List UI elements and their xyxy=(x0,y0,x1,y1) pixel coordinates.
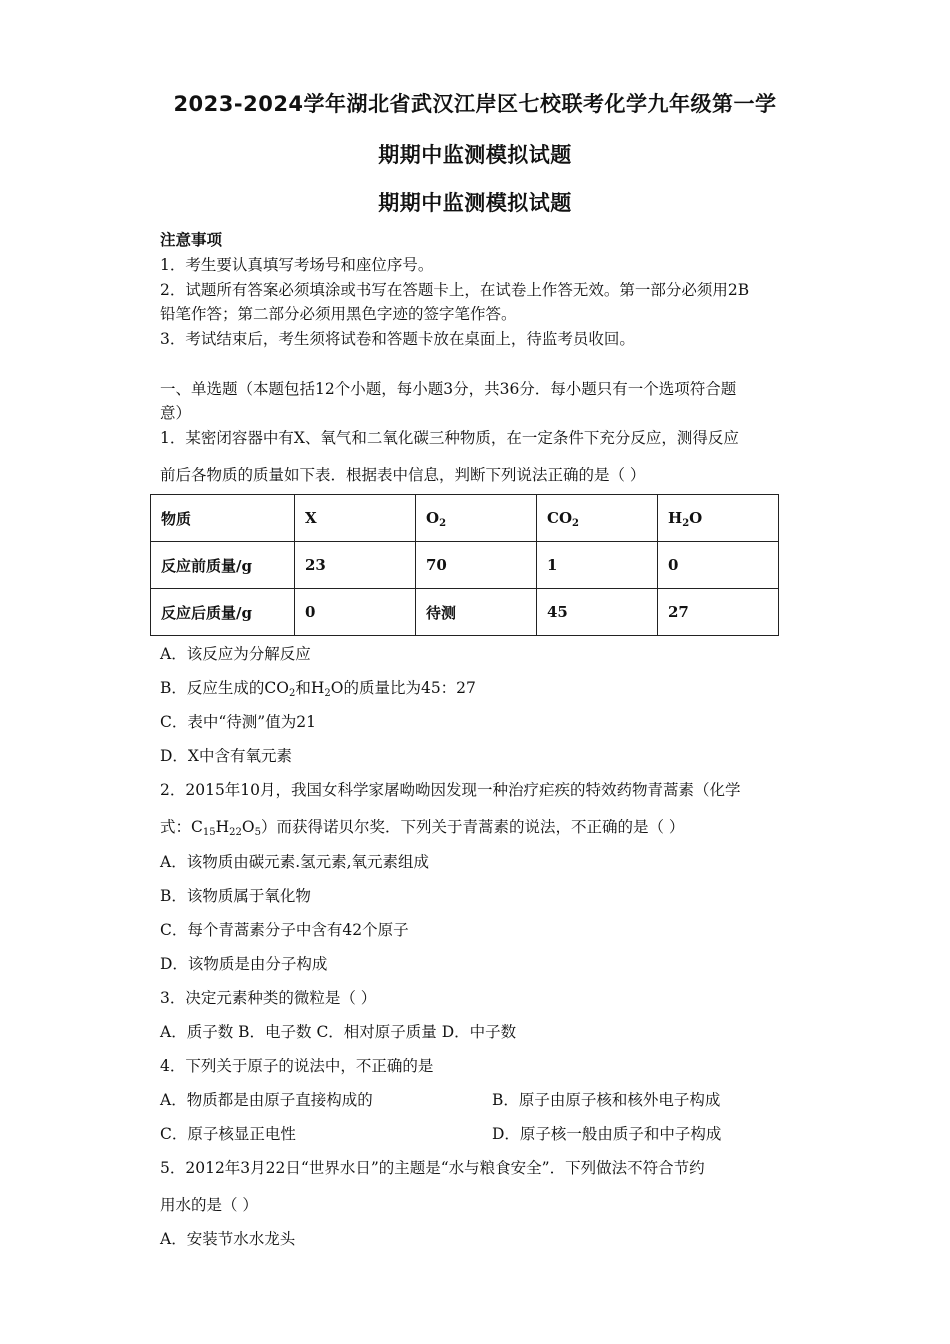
q2-option-b: B．该物质属于氧化物 xyxy=(160,887,311,905)
table-cell: X xyxy=(295,495,416,542)
table-cell: 70 xyxy=(416,542,537,589)
table-cell: 0 xyxy=(658,542,779,589)
q3-stem: 3．决定元素种类的微粒是（ ） xyxy=(160,989,377,1007)
table-cell: 0 xyxy=(295,589,416,636)
q1-option-a: A．该反应为分解反应 xyxy=(160,645,311,663)
notice-item-1: 1．考生要认真填写考场号和座位序号。 xyxy=(160,256,434,274)
table-row xyxy=(151,542,779,589)
q2-stem-2: 式：$C_{15}H_{22}O_5$）而获得诺贝尔奖．下列关于青蒿素的说法，不正确的是（ ） xyxy=(160,818,685,838)
q4-option-a: A．物质都是由原子直接构成的 xyxy=(160,1091,373,1109)
q1-option-d: D．X中含有氧元素 xyxy=(160,747,292,765)
q1-stem-1: 1．某密闭容器中有X、氧气和二氧化碳三种物质，在一定条件下充分反应，测得反应 xyxy=(160,429,739,447)
table-cell: 1 xyxy=(537,542,658,589)
notice-item-2-cont: 铅笔作答；第二部分必须用黑色字迹的签字笔作答。 xyxy=(160,305,517,323)
q1-option-b: B．反应生成的$CO_2$和$H_2O$的质量比为45：27 xyxy=(160,679,476,699)
section-heading-cont: 意） xyxy=(160,404,192,422)
table-cell: $CO_2$ xyxy=(537,495,658,542)
notice-item-3: 3．考试结束后，考生须将试卷和答题卡放在桌面上，待监考员收回。 xyxy=(160,330,635,348)
table-cell: 45 xyxy=(537,589,658,636)
table-header-row xyxy=(151,495,779,542)
notice-heading: 注意事项 xyxy=(160,230,223,249)
q2-option-c: C．每个青蒿素分子中含有42个原子 xyxy=(160,921,409,939)
q5-stem-2: 用水的是（ ） xyxy=(160,1196,258,1214)
section-heading: 一、单选题（本题包括12个小题，每小题3分，共36分．每小题只有一个选项符合题 xyxy=(160,380,737,398)
title-line-3: 期期中监测模拟试题 xyxy=(378,191,572,215)
q4-option-c: C．原子核显正电性 xyxy=(160,1125,296,1143)
table-cell: 反应后质量/g xyxy=(151,589,295,636)
table-cell: 23 xyxy=(295,542,416,589)
table-cell: 27 xyxy=(658,589,779,636)
q2-option-a: A．该物质由碳元素.氢元素,氧元素组成 xyxy=(160,853,430,871)
mass-table xyxy=(150,494,779,636)
q4-option-d: D．原子核一般由质子和中子构成 xyxy=(492,1125,722,1143)
q1-stem-2: 前后各物质的质量如下表．根据表中信息，判断下列说法正确的是（ ） xyxy=(160,466,646,484)
q5-stem-1: 5．2012年3月22日“世界水日”的主题是“水与粮食安全”．下列做法不符合节约 xyxy=(160,1159,705,1177)
table-cell: 待测 xyxy=(416,589,537,636)
title-line-2: 期期中监测模拟试题 xyxy=(378,143,572,167)
q5-option-a: A．安装节水水龙头 xyxy=(160,1230,296,1248)
table-cell: $H_2O$ xyxy=(658,495,779,542)
table-cell: $O_2$ xyxy=(416,495,537,542)
notice-item-2: 2．试题所有答案必须填涂或书写在答题卡上，在试卷上作答无效。第一部分必须用2B xyxy=(160,281,750,299)
q4-option-b: B．原子由原子核和核外电子构成 xyxy=(492,1091,721,1109)
q1-option-c: C．表中“待测”值为21 xyxy=(160,713,316,731)
table-cell: 反应前质量/g xyxy=(151,542,295,589)
table-row xyxy=(151,589,779,636)
q3-options: A．质子数 B．电子数 C．相对原子质量 D．中子数 xyxy=(160,1023,517,1041)
title-line-1: 2023-2024学年湖北省武汉江岸区七校联考化学九年级第一学 xyxy=(173,92,777,116)
q2-option-d: D．该物质是由分子构成 xyxy=(160,955,328,973)
q4-stem: 4．下列关于原子的说法中，不正确的是 xyxy=(160,1057,434,1075)
q2-stem-1: 2．2015年10月，我国女科学家屠呦呦因发现一种治疗疟疾的特效药物青蒿素（化学 xyxy=(160,781,741,799)
table-cell: 物质 xyxy=(151,495,295,542)
